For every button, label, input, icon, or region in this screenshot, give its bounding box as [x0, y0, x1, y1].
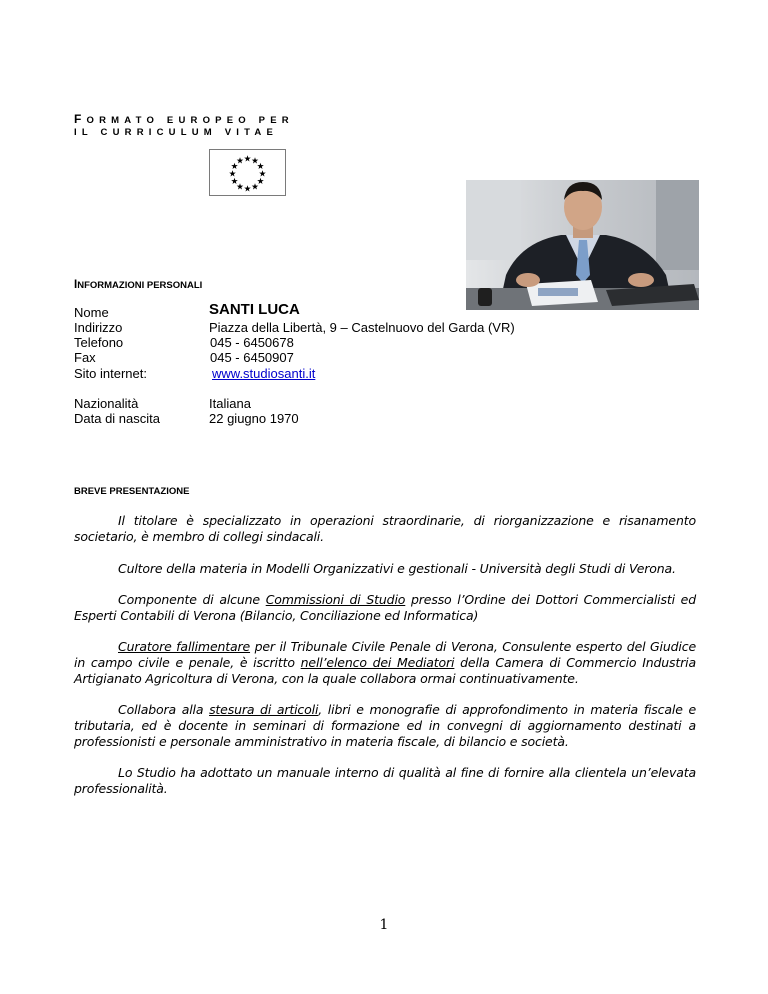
nome-label: Nome — [74, 305, 109, 320]
paragraph-4: Curatore fallimentare per il Tribunale Civile Penale di Verona, Consulente esperto del Giudice in campo civile e penale, è iscritto nell’elenco dei Mediatori della Camera di Commercio Industria Artigianato Agricoltura di Verona, con la quale collabora ormai continuativamente. — [74, 639, 696, 686]
indirizzo-label: Indirizzo — [74, 320, 123, 335]
commissioni-link[interactable]: Commissioni di Studio — [265, 592, 406, 607]
nazionalita-value: Italiana — [209, 396, 251, 411]
indirizzo-value: Piazza della Libertà, 9 – Castelnuovo del Garda (VR) — [209, 320, 515, 335]
header-line-1: FORMATO EUROPEO PER — [74, 112, 294, 126]
nazionalita-label: Nazionalità — [74, 396, 139, 411]
page-number: 1 — [379, 917, 389, 933]
paragraph-2: Cultore della materia in Modelli Organizzativi e gestionali - Università degli Studi di Verona. — [118, 561, 676, 576]
telefono-value: 045 - 6450678 — [210, 335, 294, 350]
portrait-photo — [466, 180, 699, 310]
eu-flag-icon — [209, 149, 286, 196]
header-line-2: IL CURRICULUM VITAE — [74, 127, 279, 138]
nascita-value: 22 giugno 1970 — [209, 411, 299, 426]
paragraph-1: Il titolare è specializzato in operazioni straordinarie, di riorganizzazione e risanamento societario, è membro di collegi sindacali. — [74, 513, 696, 544]
nome-value: SANTI LUCA — [209, 301, 300, 318]
sito-link[interactable]: www.studiosanti.it — [212, 366, 316, 381]
curatore-link[interactable]: Curatore fallimentare — [118, 639, 251, 654]
presentation-title: BREVE PRESENTAZIONE — [74, 486, 190, 497]
mediatori-link[interactable]: nell’elenco dei Mediatori — [300, 655, 455, 670]
fax-value: 045 - 6450907 — [210, 350, 294, 365]
paragraph-5: Collabora alla stesura di articoli, libri e monografie di approfondimento in materia fiscale e tributaria, ed è docente in seminari di formazione ed in convegni di aggiornamento destinati a professionisti e personale amministrativo in materia fiscale, di bilancio e società. — [74, 702, 696, 749]
document-header — [74, 113, 294, 139]
fax-label: Fax — [74, 350, 96, 365]
personal-info-title: INFORMAZIONI PERSONALI — [74, 279, 203, 291]
sito-label: Sito internet: — [74, 366, 147, 381]
nascita-label: Data di nascita — [74, 411, 160, 426]
paragraph-6: Lo Studio ha adottato un manuale interno di qualità al fine di fornire alla clientela un’elevata professionalità. — [74, 765, 696, 796]
telefono-label: Telefono — [74, 335, 124, 350]
articoli-link[interactable]: stesura di articoli — [209, 702, 319, 717]
paragraph-3: Componente di alcune Commissioni di Studio presso l’Ordine dei Dottori Commercialisti ed Esperti Contabili di Verona (Bilancio, Conciliazione ed Informatica) — [74, 592, 696, 623]
